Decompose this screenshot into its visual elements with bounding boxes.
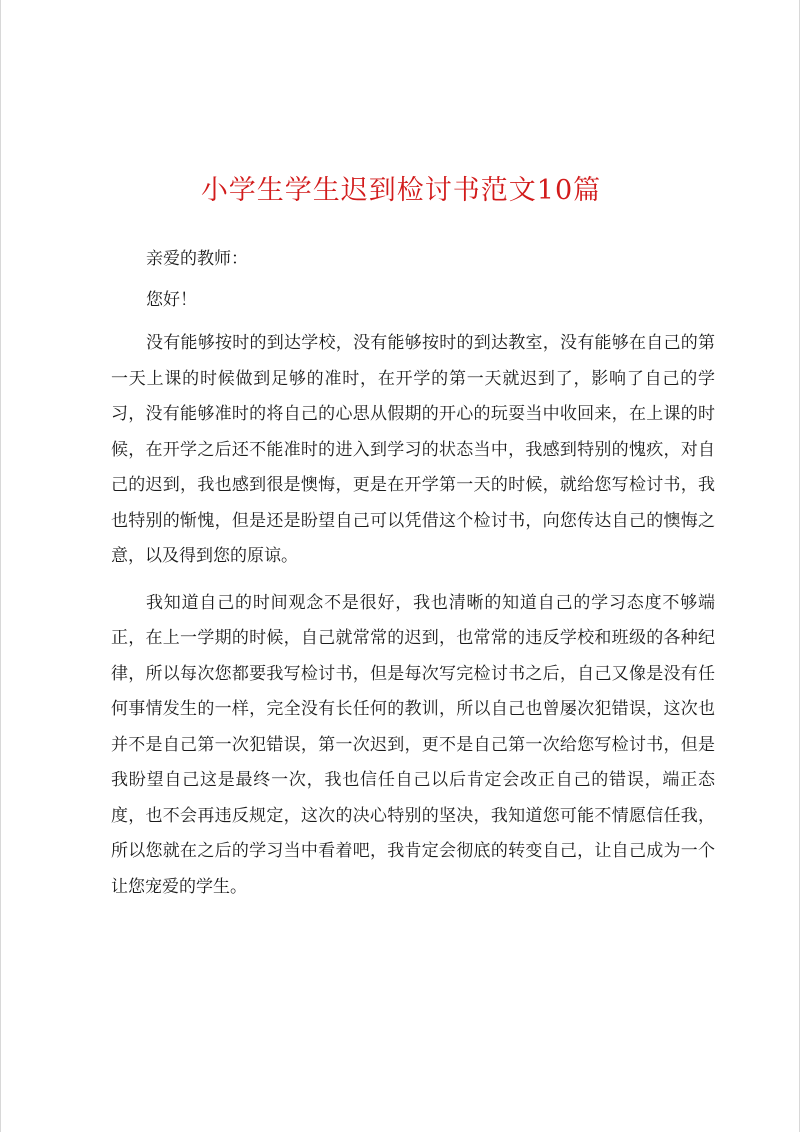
paragraph-2: 我知道自己的时间观念不是很好，我也清晰的知道自己的学习态度不够端正，在上一学期的时候，自己就常常的迟到，也常常的违反学校和班级的各种纪律，所以每次您都要我写检讨书，但是每次写完检讨书之后，自己又像是没有任何事情发生的一样，完全没有长任何的教训，所以自己也曾屡次犯错误，这次也并不是自己第一次犯错误，第一次迟到，更不是自己第一次给您写检讨书，但是我盼望自己这是最终一次，我也信任自己以后肯定会改正自己的错误，端正态度，也不会再违反规定，这次的决心特别的坚决，我知道您可能不情愿信任我，所以您就在之后的学习当中看着吧，我肯定会彻底的转变自己，让自己成为一个让您宠爱的学生。: [111, 592, 715, 897]
greeting: 您好！: [146, 290, 197, 310]
salutation: 亲爱的教师：: [146, 249, 248, 269]
paragraph-1: 没有能够按时的到达学校，没有能够按时的到达教室，没有能够在自己的第一天上课的时候做到足够的准时，在开学的第一天就迟到了，影响了自己的学习，没有能够准时的将自己的心思从假期的开心的玩耍当中收回来，在上课的时候，在开学之后还不能准时的进入到学习的状态当中，我感到特别的愧疚，对自己的迟到，我也感到很是懊悔，更是在开学第一天的时候，就给您写检讨书，我也特别的惭愧，但是还是盼望自己可以凭借这个检讨书，向您传达自己的懊悔之意，以及得到您的原谅。: [111, 333, 715, 566]
document-body: [111, 244, 715, 916]
document-title: 小学生学生迟到检讨书范文10篇: [200, 175, 602, 206]
